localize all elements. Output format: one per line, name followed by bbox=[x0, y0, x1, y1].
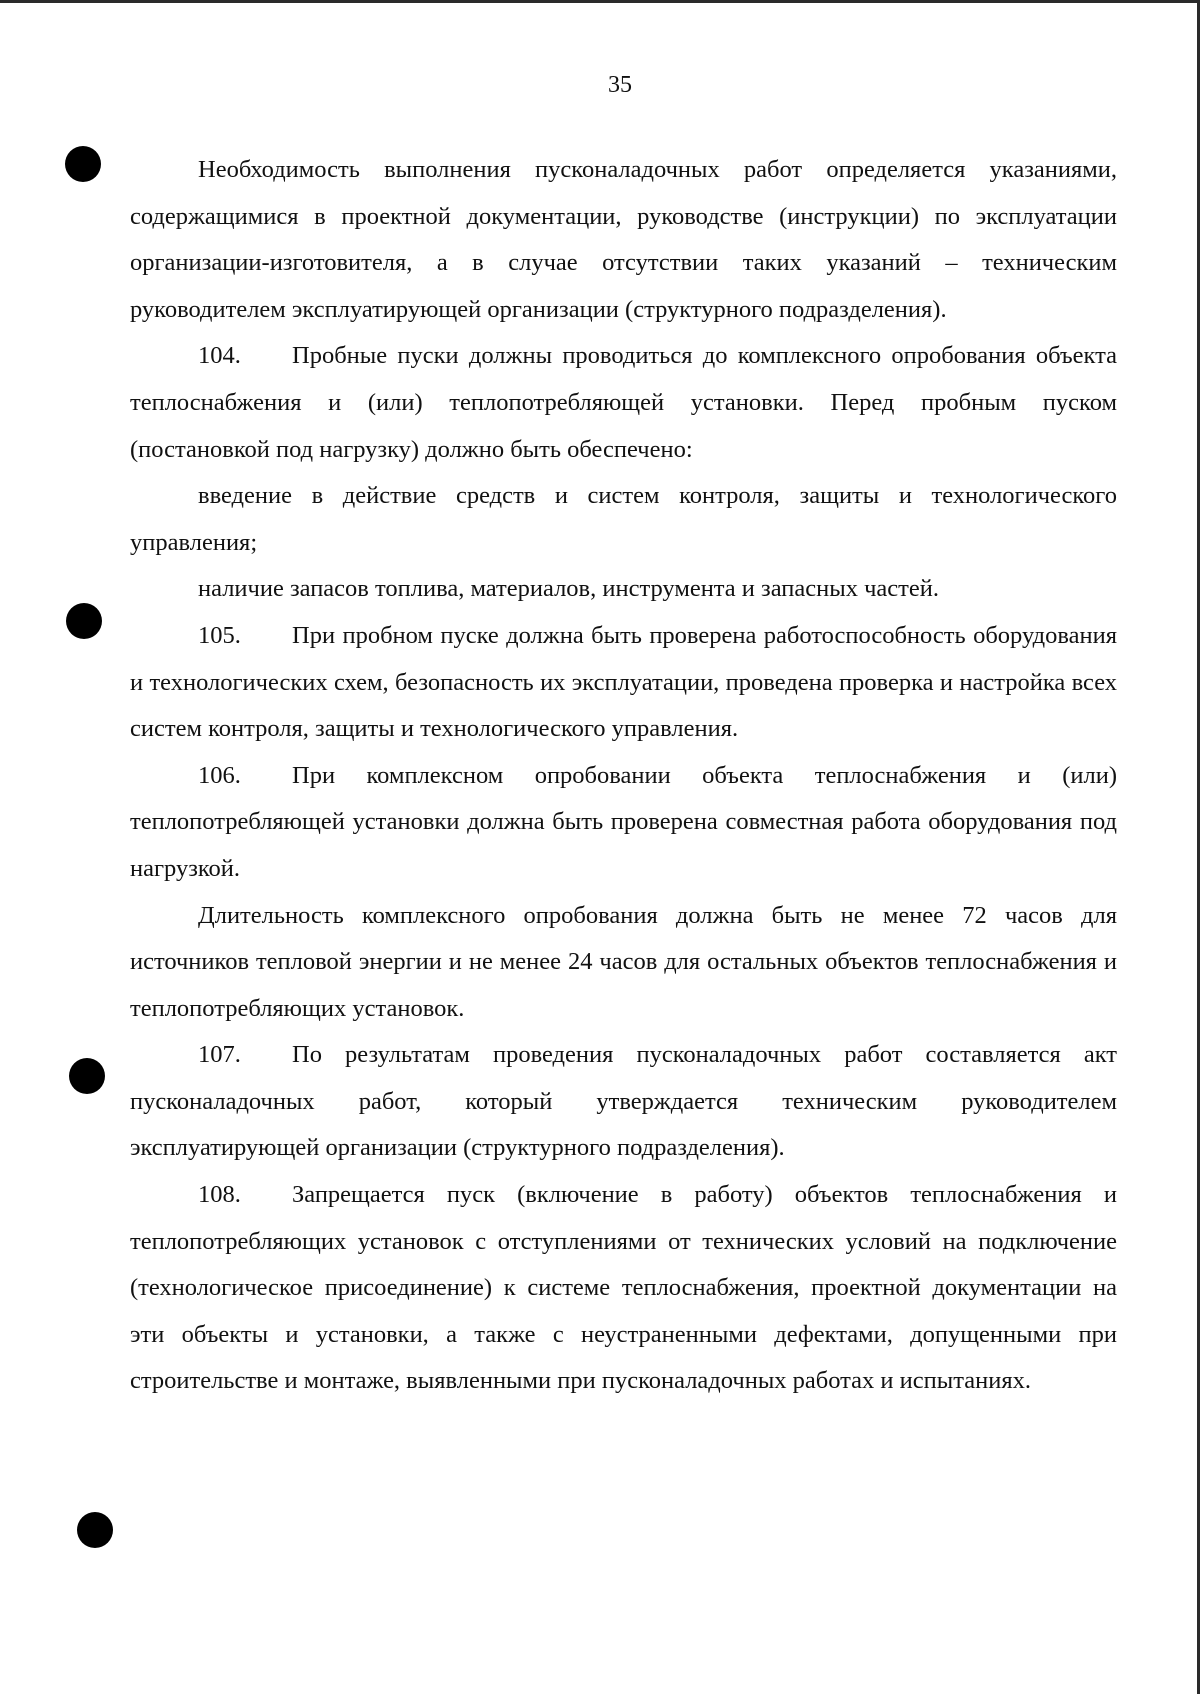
paragraph-number: 105. bbox=[198, 621, 241, 649]
paragraph-105 bbox=[130, 613, 1117, 753]
scan-edge-top bbox=[0, 0, 1200, 3]
body-text bbox=[130, 147, 1117, 1405]
punch-hole-icon bbox=[77, 1512, 113, 1548]
punch-hole-icon bbox=[65, 146, 101, 182]
paragraph-list-item bbox=[130, 566, 1117, 613]
paragraph-text: введение в действие средств и систем контроля, защиты и технологического управления; bbox=[130, 482, 1117, 556]
paragraph-text: По результатам проведения пусконаладочных работ составляется акт пусконаладочных работ, который утверждается техническим руководителем эксплуатирующей организации (структурного подразделения). bbox=[130, 1041, 1117, 1162]
paragraph-text: Длительность комплексного опробования должна быть не менее 72 часов для источников тепловой энергии и не менее 24 часов для остальных объектов теплоснабжения и теплопотребляющих установок. bbox=[130, 901, 1117, 1022]
paragraph-number: 106. bbox=[198, 761, 241, 789]
paragraph-text: Необходимость выполнения пусконаладочных работ определяется указаниями, содержащимися в проектной документации, руководстве (инструкции) по эксплуатации организации-изготовителя, а в случае отсутствии таких указаний – техническим руководителем эксплуатирующей организации (структурного подразделения). bbox=[130, 156, 1117, 323]
paragraph-number: 104. bbox=[198, 342, 241, 370]
paragraph-text: наличие запасов топлива, материалов, инструмента и запасных частей. bbox=[198, 575, 939, 603]
paragraph-intro bbox=[130, 147, 1117, 333]
paragraph-text: Запрещается пуск (включение в работу) объектов теплоснабжения и теплопотребляющих установок с отступлениями от технических условий на подключение (технологическое присоединение) к системе теплоснабжения, проектной документации на эти объекты и установки, а также с неустраненными дефектами, допущенными при строительстве и монтаже, выявленными при пусконаладочных работах и испытаниях. bbox=[130, 1181, 1117, 1395]
punch-hole-icon bbox=[69, 1058, 105, 1094]
paragraph-107 bbox=[130, 1032, 1117, 1172]
paragraph-text: При пробном пуске должна быть проверена работоспособность оборудования и технологических схем, безопасность их эксплуатации, проведена проверка и настройка всех систем контроля, защиты и технологического управления. bbox=[130, 621, 1117, 743]
paragraph-list-item bbox=[130, 473, 1117, 566]
paragraph-108 bbox=[130, 1172, 1117, 1405]
paragraph-106 bbox=[130, 753, 1117, 893]
paragraph-duration bbox=[130, 893, 1117, 1033]
paragraph-text: Пробные пуски должны проводиться до комплексного опробования объекта теплоснабжения и (или) теплопотребляющей установки. Перед пробным пуском (постановкой под нагрузку) должно быть обеспечено: bbox=[130, 342, 1117, 463]
paragraph-number: 107. bbox=[198, 1041, 241, 1069]
page-number: 35 bbox=[608, 72, 632, 98]
punch-hole-icon bbox=[66, 603, 102, 639]
paragraph-text: При комплексном опробовании объекта теплоснабжения и (или) теплопотребляющей установки должна быть проверена совместная работа оборудования под нагрузкой. bbox=[130, 761, 1117, 882]
paragraph-number: 108. bbox=[198, 1181, 241, 1209]
paragraph-104 bbox=[130, 333, 1117, 473]
